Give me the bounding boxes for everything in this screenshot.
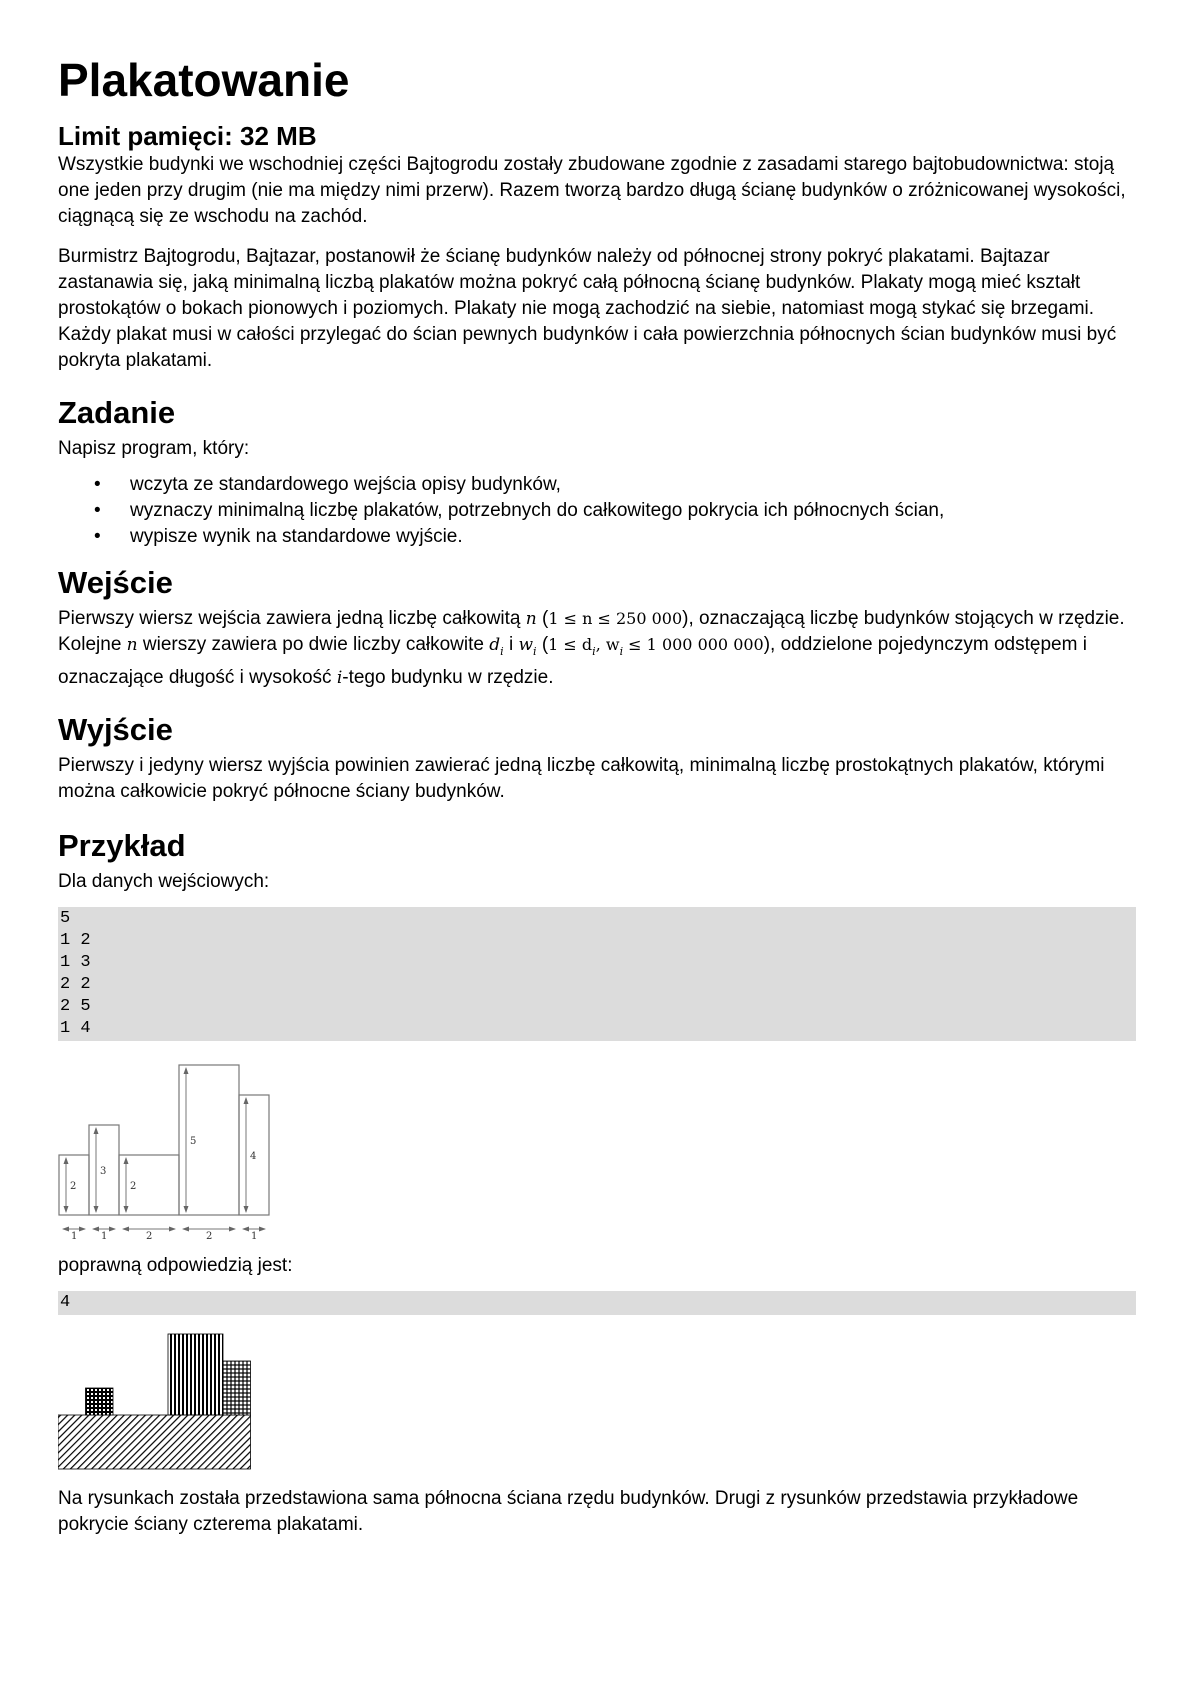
buildings-figure bbox=[58, 1063, 278, 1249]
building-rect bbox=[179, 1065, 239, 1215]
task-lead: Napisz program, który: bbox=[58, 438, 250, 459]
arrow-head bbox=[64, 1157, 69, 1164]
poster-rect bbox=[223, 1361, 251, 1415]
arrow-head bbox=[244, 1206, 249, 1213]
arrow-head bbox=[94, 1127, 99, 1134]
height-label: 2 bbox=[70, 1180, 77, 1192]
arrow-head bbox=[184, 1206, 189, 1213]
width-label: 2 bbox=[206, 1230, 213, 1242]
example-input-lead: Dla danych wejściowych: bbox=[58, 870, 270, 892]
task-item: • wyznaczy minimalną liczbę plakatów, potrzebnych do całkowitego pokrycia ich północnych ścian, bbox=[130, 498, 1136, 524]
arrow-head bbox=[184, 1067, 189, 1074]
arrow-head bbox=[92, 1226, 99, 1231]
height-label: 4 bbox=[250, 1150, 257, 1162]
arrow-head bbox=[244, 1097, 249, 1104]
problem-title: Plakatowanie bbox=[58, 54, 350, 106]
task-list bbox=[58, 472, 1136, 550]
intro-paragraph-1: Wszystkie budynki we wschodniej części Bajtogrodu zostały zbudowane zgodnie z zasadami starego bajtobudownictwa: stoją one jeden przy drugim (nie ma między nimi przerw). Razem tworzą bardzo długą ścianę budynków o zróżnicowanej wysokości, ciągnącą się ze wschodu na zachód. bbox=[58, 154, 1126, 227]
height-label: 3 bbox=[100, 1165, 107, 1177]
input-description: Pierwszy wiersz wejścia zawiera jedną liczbę całkowitą n (1 ≤ n ≤ 250 000), oznaczającą liczbę budynków stojących w rzędzie. Kolejne n wierszy zawiera po dwie liczby całkowite $d_i$ i $w_i$ ($1 \le d_i$, $w_i \le 1$ 000 000 000), oddzielone pojedynczym odstępem i oznaczające długość i wysokość i-tego budynku w rzędzie. bbox=[58, 608, 1125, 688]
arrow-head bbox=[64, 1206, 69, 1213]
arrow-head bbox=[94, 1206, 99, 1213]
example-input-block: 5 1 2 1 3 2 2 2 5 1 4 bbox=[58, 907, 1136, 1041]
input-heading: Wejście bbox=[58, 565, 173, 600]
task-item: • wypisze wynik na standardowe wyjście. bbox=[130, 524, 1136, 550]
document-page bbox=[58, 52, 1136, 1538]
memory-limit: Limit pamięci: 32 MB bbox=[58, 121, 317, 151]
poster-rect bbox=[86, 1388, 114, 1415]
width-label: 1 bbox=[101, 1230, 108, 1242]
example-output-block: 4 bbox=[58, 1291, 1136, 1315]
height-label: 5 bbox=[190, 1135, 197, 1147]
arrow-head bbox=[229, 1226, 236, 1231]
poster-rect bbox=[58, 1415, 251, 1469]
example-heading: Przykład bbox=[58, 827, 186, 863]
arrow-head bbox=[169, 1226, 176, 1231]
example-closing: Na rysunkach została przedstawiona sama północna ściana rzędu budynków. Drugi z rysunków przedstawia przykładowe pokrycie ściany czterema plakatami. bbox=[58, 1487, 1079, 1535]
arrow-head bbox=[122, 1226, 129, 1231]
posters-figure bbox=[58, 1332, 258, 1472]
arrow-head bbox=[242, 1226, 249, 1231]
arrow-head bbox=[62, 1226, 69, 1231]
width-label: 1 bbox=[251, 1230, 258, 1242]
output-description: Pierwszy i jedyny wiersz wyjścia powinien zawierać jedną liczbę całkowitą, minimalną liczbę prostokątnych plakatów, którymi można całkowicie pokryć północne ściany budynków. bbox=[58, 754, 1105, 802]
arrow-head bbox=[182, 1226, 189, 1231]
poster-rect bbox=[168, 1334, 223, 1415]
arrow-head bbox=[124, 1206, 129, 1213]
height-label: 2 bbox=[130, 1180, 137, 1192]
width-label: 1 bbox=[71, 1230, 78, 1242]
intro-paragraph-2: Burmistrz Bajtogrodu, Bajtazar, postanowił że ścianę budynków należy od północnej strony pokryć plakatami. Bajtazar zastanawia się, jaką minimalną liczbą plakatów można pokryć całą północną ścianę budynków. Plakaty mogą mieć kształt prostokątów o bokach pionowych i poziomych. Plakaty nie mogą zachodzić na siebie, natomiast mogą stykać się brzegami. Każdy plakat musi w całości przylegać do ścian pewnych budynków i cała powierzchnia północnych ścian budynków musi być pokryta plakatami. bbox=[58, 246, 1117, 371]
arrow-head bbox=[259, 1226, 266, 1231]
width-label: 2 bbox=[146, 1230, 153, 1242]
task-item: • wczyta ze standardowego wejścia opisy budynków, bbox=[130, 472, 1136, 498]
task-heading: Zadanie bbox=[58, 395, 176, 430]
arrow-head bbox=[79, 1226, 86, 1231]
output-heading: Wyjście bbox=[58, 711, 173, 747]
arrow-head bbox=[124, 1157, 129, 1164]
arrow-head bbox=[109, 1226, 116, 1231]
example-output-lead: poprawną odpowiedzią jest: bbox=[58, 1254, 293, 1276]
